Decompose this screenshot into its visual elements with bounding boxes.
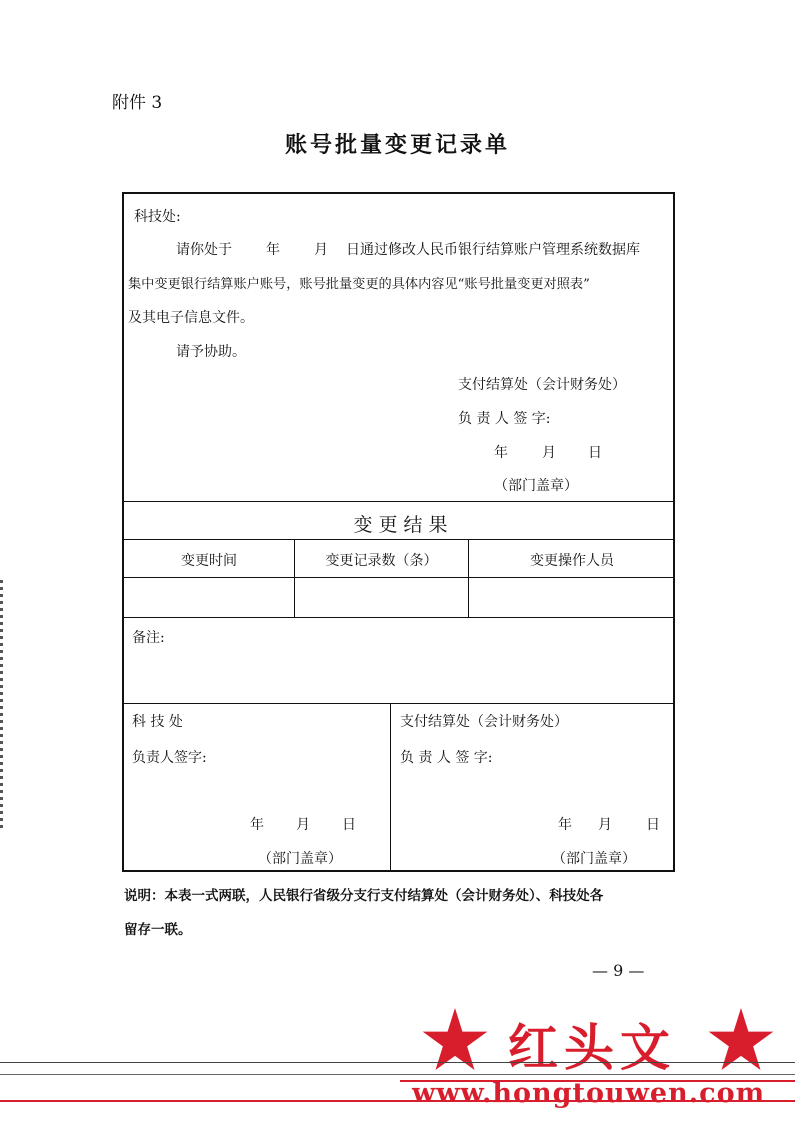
- page-number: — 9 —: [592, 961, 645, 980]
- request-line4: 请予协助。: [176, 344, 246, 360]
- settlement-dept-seal: （部门盖章）: [552, 851, 636, 867]
- request-sign-year: 年: [494, 445, 508, 461]
- settlement-dept-month: 月: [598, 817, 612, 833]
- request-sign-dept: 支付结算处（会计财务处）: [458, 377, 626, 393]
- footnote-line1: 说明：本表一式两联，人民银行省级分支行支付结算处（会计财务处）、科技处各: [124, 888, 604, 904]
- request-sign-person: 负 责 人 签 字:: [458, 411, 551, 427]
- settlement-dept-year: 年: [558, 817, 572, 833]
- footer-rule: [0, 1074, 795, 1075]
- request-line2: 集中变更银行结算账户账号，账号批量变更的具体内容见“账号批量变更对照表”: [128, 277, 590, 292]
- scan-edge-marks: [0, 580, 3, 830]
- result-column-header: 变更记录数（条）: [325, 553, 438, 569]
- request-line1-year: 年: [266, 242, 280, 258]
- tech-dept-day: 日: [342, 817, 356, 833]
- divider: [124, 577, 673, 578]
- footer-rule: [0, 1062, 795, 1063]
- divider: [124, 501, 673, 502]
- signature-divider: [390, 703, 391, 871]
- watermark-rule: [0, 1100, 795, 1102]
- tech-dept-seal: （部门盖章）: [258, 851, 342, 867]
- divider: [124, 617, 673, 618]
- request-sign-month: 月: [542, 445, 556, 461]
- tech-dept-year: 年: [250, 817, 264, 833]
- remarks-label: 备注:: [132, 630, 165, 646]
- result-heading: 变 更 结 果: [353, 514, 448, 536]
- request-sign-seal: （部门盖章）: [494, 478, 578, 494]
- watermark-text: 红头文: [508, 1018, 676, 1077]
- settlement-dept-signature-label: 负 责 人 签 字:: [400, 750, 493, 766]
- request-line3: 及其电子信息文件。: [128, 310, 254, 326]
- watermark-url: www.hongtouwen.com: [412, 1078, 766, 1109]
- request-sign-day: 日: [588, 445, 602, 461]
- request-line1-rest: 日通过修改人民币银行结算账户管理系统数据库: [346, 242, 640, 258]
- tech-dept-signature-label: 负责人签字:: [132, 750, 207, 766]
- divider: [124, 539, 673, 540]
- settlement-dept-day: 日: [646, 817, 660, 833]
- addressee: 科技处:: [134, 209, 181, 225]
- request-line1-month: 月: [314, 242, 328, 258]
- tech-dept-label: 科 技 处: [132, 714, 183, 730]
- tech-dept-month: 月: [296, 817, 310, 833]
- settlement-dept-label: 支付结算处（会计财务处）: [400, 714, 568, 730]
- footnote-line2: 留存一联。: [124, 922, 192, 938]
- record-form: [122, 192, 675, 872]
- request-line1-lead: 请你处于: [176, 242, 232, 258]
- divider: [124, 703, 673, 704]
- result-column-header: 变更时间: [181, 553, 237, 569]
- attachment-label: 附件 3: [112, 93, 163, 113]
- document-title: 账号批量变更记录单: [284, 132, 510, 158]
- result-column-header: 变更操作人员: [530, 553, 614, 569]
